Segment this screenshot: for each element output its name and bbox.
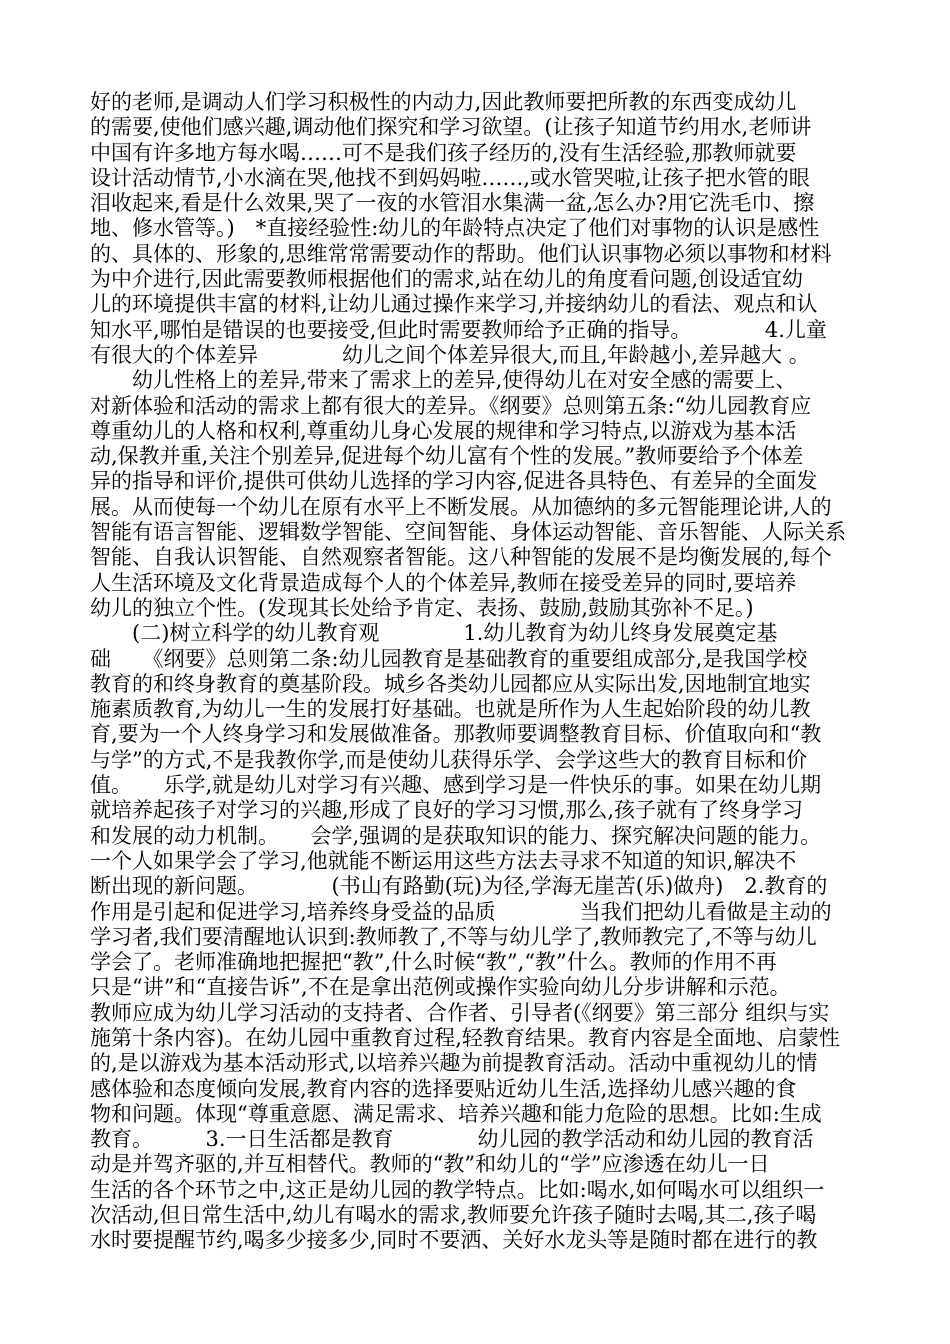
text-line: 智能有语言智能、逻辑数学智能、空间智能、身体运动智能、音乐智能、人际关系 [90, 520, 846, 545]
text-line: (二)树立科学的幼儿教育观 1.幼儿教育为幼儿终身发展奠定基 [90, 621, 778, 646]
text-line: 幼儿性格上的差异,带来了需求上的差异,使得幼儿在对安全感的需要上、 [90, 368, 797, 393]
text-line: 知水平,哪怕是错误的也要接受,但此时需要教师给予正确的指导。 4.儿童 [90, 317, 827, 342]
text-line: 的需要,使他们感兴趣,调动他们探究和学习欲望。(让孩子知道节约用水,老师讲 [90, 115, 812, 140]
text-line: 感体验和态度倾向发展,教育内容的选择要贴近幼儿生活,选择幼儿感兴趣的食 [90, 1076, 797, 1101]
document-page [90, 90, 870, 1254]
text-line: 水时要提醒节约,喝多少接多少,同时不要洒、关好水龙头等是随时都在进行的教 [90, 1228, 818, 1253]
text-line: 值。 乐学,就是幼儿对学习有兴趣、感到学习是一件快乐的事。如果在幼儿期 [90, 773, 822, 798]
text-line: 智能、自我认识智能、自然观察者智能。这八种智能的发展不是均衡发展的,每个 [90, 545, 832, 570]
text-line: 学习者,我们要清醒地认识到:教师教了,不等与幼儿学了,教师教完了,不等与幼儿 [90, 924, 817, 949]
text-line: 的,是以游戏为基本活动形式,以培养兴趣为前提教育活动。活动中重视幼儿的情 [90, 1051, 818, 1076]
text-line: 和发展的动力机制。 会学,强调的是获取知识的能力、探究解决问题的能力。 [90, 823, 822, 848]
text-line: 异的指导和评价,提供可供幼儿选择的学习内容,促进各具特色、有差异的全面发 [90, 469, 818, 494]
text-line: 学会了。老师准确地把握把“教”,什么时候“教”,“教”什么。教师的作用不再 [90, 950, 777, 975]
text-line: 设计活动情节,小水滴在哭,他找不到妈妈啦……,或水管哭啦,让孩子把水管的眼 [90, 165, 810, 190]
text-line: 为中介进行,因此需要教师根据他们的需求,站在幼儿的角度看问题,创设适宜幼 [90, 267, 804, 292]
text-line: 断出现的新问题。 (书山有路勤(玩)为径,学海无崖苦(乐)做舟) 2.教育的 [90, 874, 828, 899]
text-line: 动,保教并重,关注个别差异,促进每个幼儿富有个性的发展。”教师要给予个体差 [90, 444, 804, 469]
text-line: 人生活环境及文化背景造成每个人的个体差异,教师在接受差异的同时,要培养 [90, 570, 797, 595]
text-line: 好的老师,是调动人们学习积极性的内动力,因此教师要把所教的东西变成幼儿 [90, 90, 797, 114]
text-line: 幼儿的独立个性。(发现其长处给予肯定、表扬、鼓励,鼓励其弥补不足。) [90, 595, 754, 620]
text-line: 作用是引起和促进学习,培养终身受益的品质 当我们把幼儿看做是主动的 [90, 899, 832, 924]
text-line: 就培养起孩子对学习的兴趣,形成了良好的学习习惯,那么,孩子就有了终身学习 [90, 798, 804, 823]
text-line: 生活的各个环节之中,这正是幼儿园的教学特点。比如:喝水,如何喝水可以组织一 [90, 1177, 825, 1202]
text-line: 教育。 3.一日生活都是教育 幼儿园的教学活动和幼儿园的教育活 [90, 1127, 814, 1152]
text-line: 只是“讲”和“直接告诉”,不在是拿出范例或操作实验向幼儿分步讲解和示范。 [90, 975, 791, 1000]
text-line: 与学”的方式,不是我教你学,而是使幼儿获得乐学、会学这些大的教育目标和价 [90, 747, 808, 772]
text-line: 教育的和终身教育的奠基阶段。城乡各类幼儿园都应从实际出发,因地制宜地实 [90, 671, 811, 696]
text-line: 展。从而使每一个幼儿在原有水平上不断发展。从加德纳的多元智能理论讲,人的 [90, 494, 832, 519]
text-line: 施素质教育,为幼儿一生的发展打好基础。也就是所作为人生起始阶段的幼儿教 [90, 697, 811, 722]
text-line: 地、修水管等。) *直接经验性:幼儿的年龄特点决定了他们对事物的认识是感性 [90, 216, 820, 241]
text-line: 教师应成为幼儿学习活动的支持者、合作者、引导者(《纲要》第三部分 组织与实 [90, 1000, 830, 1025]
text-line: 有很大的个体差异 幼儿之间个体差异很大,而且,年龄越小,差异越大 。 [90, 342, 810, 367]
text-line: 一个人如果学会了学习,他就能不断运用这些方法去寻求不知道的知识,解决不 [90, 848, 797, 873]
text-line: 对新体验和活动的需求上都有很大的差异。《纲要》总则第五条:“幼儿园教育应 [90, 393, 812, 418]
text-line: 础 《纲要》总则第二条:幼儿园教育是基础教育的重要组成部分,是我国学校 [90, 646, 808, 671]
text-line: 次活动,但日常生活中,幼儿有喝水的需求,教师要允许孩子随时去喝,其二,孩子喝 [90, 1203, 817, 1228]
text-line: 物和问题。体现“尊重意愿、满足需求、培养兴趣和能力危险的思想。比如:生成 [90, 1101, 822, 1126]
text-line: 儿的环境提供丰富的材料,让幼儿通过操作来学习,并接纳幼儿的看法、观点和认 [90, 292, 818, 317]
text-line: 泪收起来,看是什么效果,哭了一夜的水管泪水集满一盆,怎么办?用它洗毛巾、擦 [90, 191, 815, 216]
text-line: 尊重幼儿的人格和权利,尊重幼儿身心发展的规律和学习特点,以游戏为基本活 [90, 418, 797, 443]
text-line: 的、具体的、形象的,思维常常需要动作的帮助。他们认识事物必须以事物和材料 [90, 241, 832, 266]
text-line: 育,要为一个人终身学习和发展做准备。那教师要调整教育目标、价值取向和“教 [90, 722, 822, 747]
text-line: 动是并驾齐驱的,并互相替代。教师的“教”和幼儿的“学”应渗透在幼儿一日 [90, 1152, 770, 1177]
text-line: 施第十条内容)。在幼儿园中重教育过程,轻教育结果。教育内容是全面地、启蒙性 [90, 1025, 840, 1050]
text-line: 中国有许多地方每水喝……可不是我们孩子经历的,没有生活经验,那教师就要 [90, 140, 797, 165]
